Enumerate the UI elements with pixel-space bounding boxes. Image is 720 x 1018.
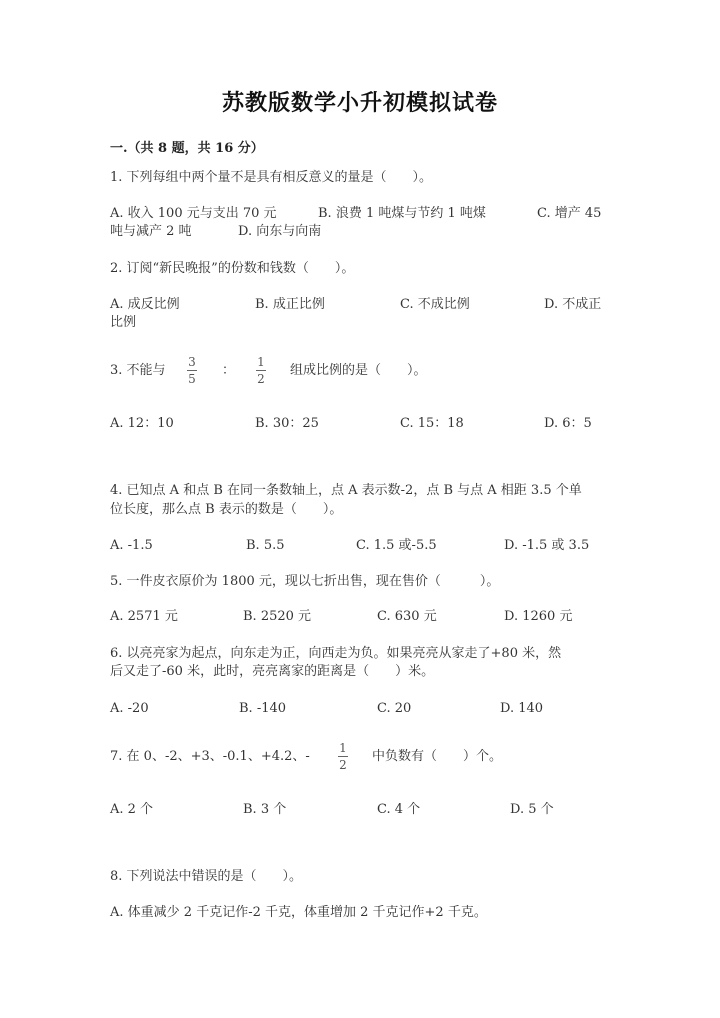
question-1-stem: 1. 下列每组中两个量不是具有相反意义的量是（ ）。 [110, 170, 433, 185]
question-1-option-d[interactable]: D. 向东与向南 [238, 224, 322, 239]
question-6-option-b[interactable]: B. -140 [239, 701, 287, 716]
question-1-option-c[interactable]: C. 增产 45 [537, 206, 602, 221]
question-2-option-b[interactable]: B. 成正比例 [255, 297, 325, 312]
question-2-option-d[interactable]: D. 不成正 [544, 297, 602, 312]
fraction-1-2 [338, 741, 348, 772]
question-3-stem-prefix: 3. 不能与 [110, 363, 166, 378]
fraction-bar [187, 370, 197, 371]
question-8-option-a[interactable]: A. 体重减少 2 千克记作-2 千克，体重增加 2 千克记作+2 千克。 [110, 905, 487, 920]
fraction-denominator: 2 [257, 372, 265, 386]
question-3-option-a[interactable]: A. 12：10 [110, 416, 174, 431]
question-4-stem-line2: 位长度，那么点 B 表示的数是（ ）。 [110, 502, 343, 517]
fraction-bar [256, 370, 266, 371]
ratio-colon: ： [222, 363, 236, 378]
question-8-stem: 8. 下列说法中错误的是（ ）。 [110, 869, 303, 884]
question-4-option-b[interactable]: B. 5.5 [246, 538, 285, 553]
question-5-option-b[interactable]: B. 2520 元 [243, 609, 312, 624]
question-2-option-d-cont[interactable]: 比例 [110, 315, 137, 330]
fraction-denominator: 2 [339, 758, 347, 772]
question-5-stem: 5. 一件皮衣原价为 1800 元，现以七折出售，现在售价（ ）。 [110, 574, 500, 589]
fraction-denominator: 5 [188, 372, 196, 386]
question-1-option-a[interactable]: A. 收入 100 元与支出 70 元 [110, 206, 277, 221]
question-6-stem-line1: 6. 以亮亮家为起点，向东走为正，向西走为负。如果亮亮从家走了+80 米，然 [110, 646, 562, 661]
question-3-option-c[interactable]: C. 15：18 [400, 416, 464, 431]
question-7-option-d[interactable]: D. 5 个 [510, 802, 554, 817]
question-7-option-a[interactable]: A. 2 个 [110, 802, 154, 817]
question-6-option-a[interactable]: A. -20 [110, 701, 149, 716]
fraction-1-2 [256, 355, 266, 386]
question-2-stem: 2. 订阅“新民晚报”的份数和钱数（ ）。 [110, 261, 355, 276]
page-title: 苏教版数学小升初模拟试卷 [221, 90, 498, 116]
question-7-stem-suffix: 中负数有（ ）个。 [372, 749, 503, 764]
question-6-option-c[interactable]: C. 20 [377, 701, 412, 716]
question-5-option-c[interactable]: C. 630 元 [377, 609, 437, 624]
question-7-stem-prefix: 7. 在 0、-2、+3、-0.1、+4.2、- [110, 749, 310, 764]
question-7-option-b[interactable]: B. 3 个 [243, 802, 287, 817]
question-3-option-d[interactable]: D. 6：5 [544, 416, 592, 431]
question-3-stem-suffix: 组成比例的是（ ）。 [290, 363, 427, 378]
fraction-numerator: 3 [188, 355, 196, 369]
section-header: 一.（共 8 题，共 16 分） [110, 141, 264, 156]
question-2-option-c[interactable]: C. 不成比例 [400, 297, 470, 312]
question-6-stem-line2: 后又走了-60 米，此时，亮亮离家的距离是（ ）米。 [110, 664, 435, 679]
question-1-option-b[interactable]: B. 浪费 1 吨煤与节约 1 吨煤 [318, 206, 486, 221]
fraction-numerator: 1 [257, 355, 265, 369]
fraction-3-5 [187, 355, 197, 386]
question-5-option-d[interactable]: D. 1260 元 [504, 609, 573, 624]
question-4-stem-line1: 4. 已知点 A 和点 B 在同一条数轴上，点 A 表示数-2，点 B 与点 A 相距 3.5 个单 [110, 483, 582, 498]
question-2-option-a[interactable]: A. 成反比例 [110, 297, 180, 312]
question-4-option-d[interactable]: D. -1.5 或 3.5 [504, 538, 590, 553]
question-5-option-a[interactable]: A. 2571 元 [110, 609, 178, 624]
question-4-option-c[interactable]: C. 1.5 或-5.5 [356, 538, 437, 553]
question-4-option-a[interactable]: A. -1.5 [110, 538, 153, 553]
question-3-option-b[interactable]: B. 30：25 [255, 416, 319, 431]
question-6-option-d[interactable]: D. 140 [500, 701, 544, 716]
question-1-option-c-cont[interactable]: 吨与减产 2 吨 [110, 224, 192, 239]
fraction-bar [338, 756, 348, 757]
question-7-option-c[interactable]: C. 4 个 [377, 802, 421, 817]
fraction-numerator: 1 [339, 741, 347, 755]
